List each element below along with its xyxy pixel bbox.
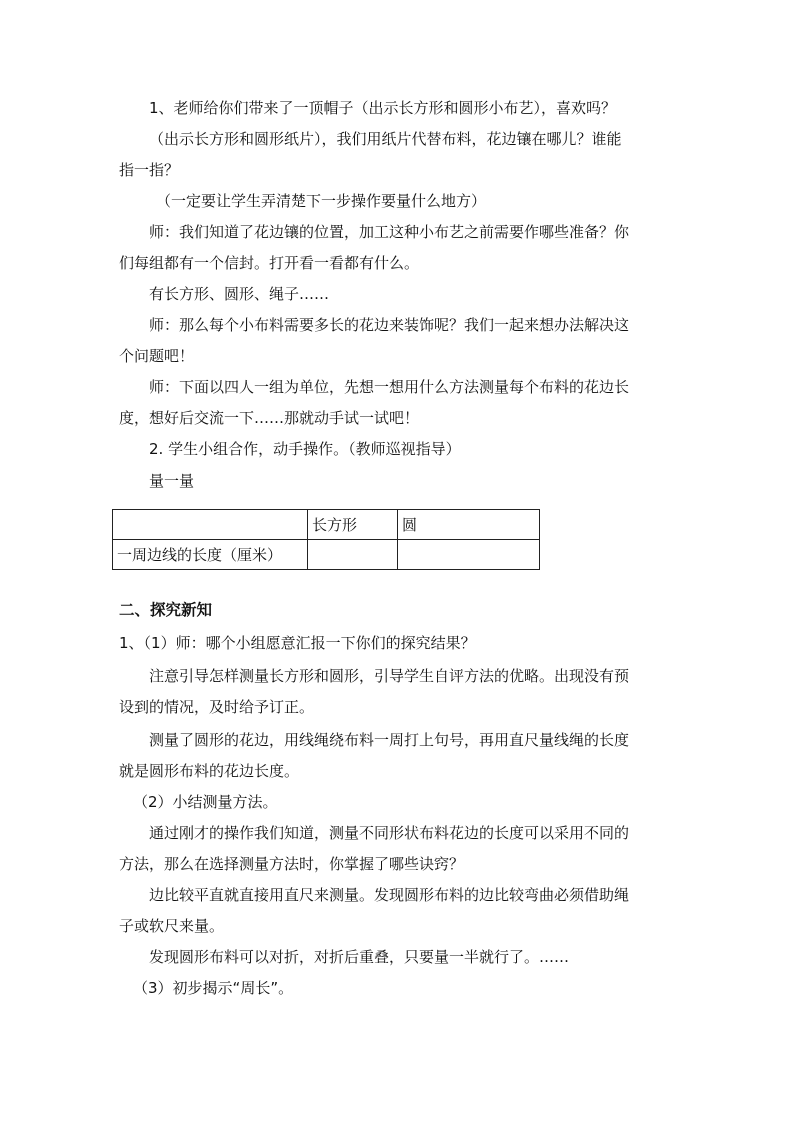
section2-line-10: 子或软尺来量。 [119,917,225,935]
table-cell [398,540,540,570]
intro-line-2: （出示长方形和圆形纸片），我们用纸片代替布料，花边镶在哪儿？谁能 [149,130,622,148]
section2-line-3: 设到的情况，及时给予订正。 [119,698,315,716]
section-heading: 二、探究新知 [119,601,213,619]
table-header-cell: 长方形 [308,510,398,540]
section2-line-5: 就是圆形布料的花边长度。 [119,762,300,780]
table-row [113,540,540,570]
table-header-cell: 圆 [398,510,540,540]
section2-line-7: 通过刚才的操作我们知道，测量不同形状布料花边的长度可以采用不同的 [149,824,630,842]
section2-line-9: 边比较平直就直接用直尺来测量。发现圆形布料的边比较弯曲必须借助绳 [149,886,630,904]
intro-line-3: 指一指？ [119,161,180,179]
intro-line-5: 师：我们知道了花边镶的位置，加工这种小布艺之前需要作哪些准备？你 [149,223,630,241]
section2-line-4: 测量了圆形的花边，用线绳绕布料一周打上句号，再用直尺量线绳的长度 [149,731,630,749]
section2-line-11: 发现圆形布料可以对折，对折后重叠，只要量一半就行了。…… [149,948,570,966]
intro-line-8: 师：那么每个小布料需要多长的花边来装饰呢？我们一起来想办法解决这 [149,316,630,334]
intro-line-10: 师：下面以四人一组为单位，先想一想用什么方法测量每个布料的花边长 [149,378,630,396]
intro-line-1: 1、老师给你们带来了一顶帽子（出示长方形和圆形小布艺），喜欢吗？ [149,99,617,117]
section2-line-1: 1、（1）师：哪个小组愿意汇报一下你们的探究结果？ [119,634,476,652]
table-cell [308,540,398,570]
section2-line-8: 方法，那么在选择测量方法时，你掌握了哪些诀窍？ [119,855,465,873]
intro-line-9: 个问题吧！ [119,347,195,365]
section2-line-12: （3）初步揭示“周长”。 [133,979,294,997]
table-header-cell [113,510,308,540]
intro-line-6: 们每组都有一个信封。打开看一看都有什么。 [119,254,420,272]
table-header-row [113,510,540,540]
intro-line-13: 量一量 [149,472,195,490]
section2-line-6: （2）小结测量方法。 [133,793,278,811]
table-cell: 一周边线的长度（厘米） [113,540,308,570]
intro-line-12: 2. 学生小组合作，动手操作。（教师巡视指导） [149,440,461,458]
intro-line-4: （一定要让学生弄清楚下一步操作要量什么地方） [156,192,487,210]
measurement-table [112,509,540,570]
intro-line-11: 度，想好后交流一下……那就动手试一试吧！ [119,409,420,427]
section2-line-2: 注意引导怎样测量长方形和圆形，引导学生自评方法的优略。出现没有预 [149,667,630,685]
intro-line-7: 有长方形、圆形、绳子…… [149,285,330,303]
